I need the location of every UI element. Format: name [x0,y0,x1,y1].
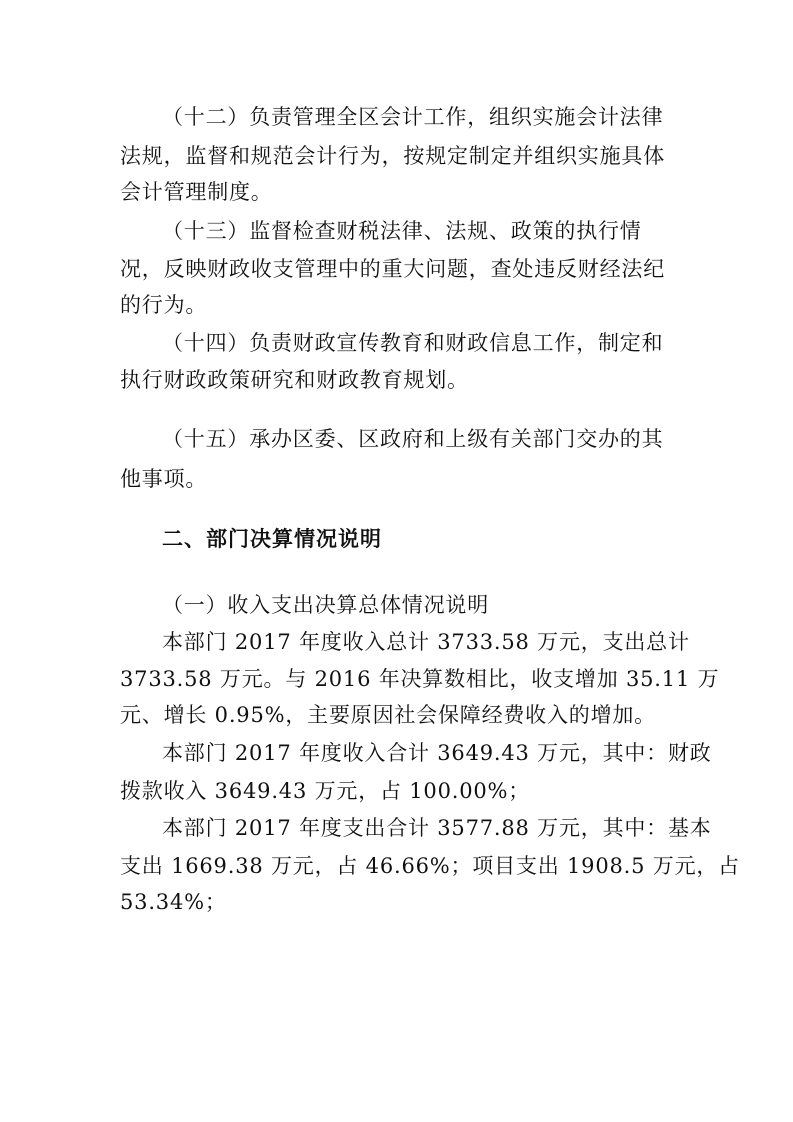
item12-line2: 法规，监督和规范会计行为，按规定制定并组织实施具体 [120,144,665,168]
subheading: （一）收入支出决算总体情况说明 [162,593,489,617]
item14-line1: （十四）负责财政宣传教育和财政信息工作，制定和 [162,331,664,355]
item14-line2: 执行财政政策研究和财政教育规划。 [120,368,469,392]
item13-line1: （十三）监督检查财税法律、法规、政策的执行情 [162,219,642,243]
para1-line1: 本部门 2017 年度收入总计 3733.58 万元，支出总计 [162,630,690,654]
section-heading: 二、部门决算情况说明 [162,527,382,551]
item12-line1: （十二）负责管理全区会计工作，组织实施会计法律 [162,105,664,129]
item15-line1: （十五）承办区委、区政府和上级有关部门交办的其 [162,427,664,451]
para1-line2: 3733.58 万元。与 2016 年决算数相比，收支增加 35.11 万 [120,667,720,691]
item13-line3: 的行为。 [120,293,208,317]
para2-line2: 拨款收入 3649.43 万元，占 100.00%； [120,779,531,803]
para1-line3: 元、增长 0.95%，主要原因社会保障经费收入的增加。 [120,703,656,727]
item12-line3: 会计管理制度。 [120,180,273,204]
item15-line2: 他事项。 [120,467,208,491]
para3-line2: 支出 1669.38 万元，占 46.66%；项目支出 1908.5 万元，占 [120,854,740,878]
para3-line1: 本部门 2017 年度支出合计 3577.88 万元，其中：基本 [162,816,712,840]
item13-line2: 况，反映财政收支管理中的重大问题，查处违反财经法纪 [120,257,665,281]
para2-line1: 本部门 2017 年度收入合计 3649.43 万元，其中：财政 [162,741,712,765]
para3-line3: 53.34%； [120,890,227,914]
